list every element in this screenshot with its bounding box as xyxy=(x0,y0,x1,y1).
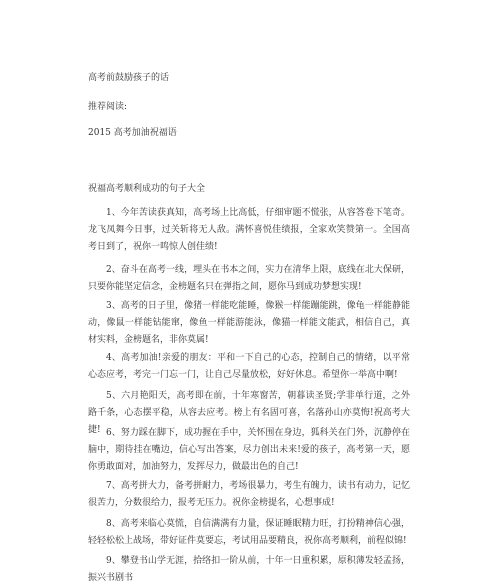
paragraph-9: 9、攀登书山学无涯，拾络扣一阶从前，十年一日重积累，原积薄发轻孟扬，振兴书剧书 xyxy=(88,556,410,583)
paragraph-2: 2、奋斗在高考一线，埋头在书本之间，实力在清华上限，底线在北大保研，只要你能坚定信念，金榜题名只在弹指之间，愿你马到成功梦想实现! xyxy=(88,265,410,292)
paragraph-8: 8、高考来临心莫慌，自信满满有力量，保证睡眠精力旺，打扮精神信心强，轻轻松松上战场，带好证件莫要忘，考试用品要精良，祝你高考顺利，前程似锦! xyxy=(88,519,410,546)
paragraph-1: 1、今年苦读获真知，高考场上比高低，仔细审题不慌张，从容答卷下笔奇。龙飞凤舞今日事，过关斩将无人敌。满怀喜悦佳绩报，全家欢笑赞第一。全国高考日到了，祝你一鸣惊人创佳绩! xyxy=(88,208,410,252)
section-heading: 祝福高考顺利成功的句子大全 xyxy=(88,184,206,194)
paragraph-6: 6、努力踩在脚下，成功握在手中，关怀围在身边，狐科关在门外，沉静停在脑中，期待挂在嘴边，信心写出答案，尽力创出未来!爱的孩子，高考第一天，愿你勇敢面对，加油努力，发挥尽力，做最出色的自己! xyxy=(88,428,410,472)
recommend-link[interactable]: 2015 高考加油祝福语 xyxy=(88,128,177,138)
paragraph-4: 4、高考加油!亲爱的朋友：平和一下自己的心态，控制自己的情绪，以平常心态应考，考完一门忘一门，让自己尽量放松，好好休息。希望你一举高中啊! xyxy=(88,353,410,380)
paragraph-7: 7、高考拼大力，备考拼耐力，考场很暴力，考生有魄力，读书有动力，记忆很苦力，分数很给力，报考无压力。祝你金榜提名，心想事成! xyxy=(88,481,410,508)
paragraph-3: 3、高考的日子里，像猪一样能吃能睡，像猴一样能蹦能跳，像龟一样能静能动，像鼠一样能钻能窜，像鱼一样能游能泳，像猫一样能文能武，相信自己，真材实料，金榜题名，非你莫属! xyxy=(88,301,410,345)
paragraph-5: 5、六月艳阳天，高考即在前，十年寒窗苦，朝暮读圣贤;学非单行道，之外路千条，心态摆平稳，从容去应考。榜上有名固可喜，名落孙山亦莫悔!祝高考大捷! xyxy=(88,391,410,435)
doc-title: 高考前鼓励孩子的话 xyxy=(88,73,170,83)
recommend-label: 推荐阅读: xyxy=(88,102,128,112)
